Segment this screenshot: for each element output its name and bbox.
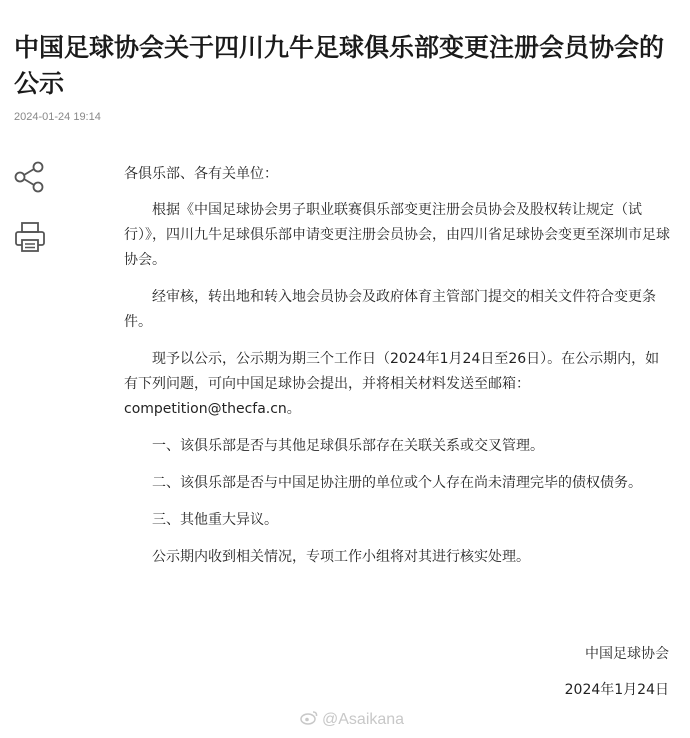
watermark-text: @Asaikana [322, 711, 405, 729]
paragraph-basis: 根据《中国足球协会男子职业联赛俱乐部变更注册会员协会及股权转让规定（试行）》，四川九牛足球俱乐部申请变更注册会员协会，由四川省足球协会变更至深圳市足球协会。 [124, 202, 670, 268]
page-title: 中国足球协会关于四川九牛足球俱乐部变更注册会员协会的公示 [14, 33, 665, 98]
signature-date: 2024年1月24日 [564, 682, 669, 698]
issue-item-2: 二、该俱乐部是否与中国足协注册的单位或个人存在尚未清理完毕的债权债务。 [152, 475, 642, 491]
closing-paragraph: 公示期内收到相关情况，专项工作小组将对其进行核实处理。 [152, 549, 530, 565]
greeting: 各俱乐部、各有关单位： [124, 166, 278, 182]
article-body [124, 162, 672, 582]
issue-item-1: 一、该俱乐部是否与其他足球俱乐部存在关联关系或交叉管理。 [152, 438, 544, 454]
weibo-icon [300, 710, 318, 730]
print-button[interactable] [13, 220, 47, 254]
signature-block [565, 642, 669, 714]
print-icon [13, 220, 47, 254]
paragraph-review: 经审核，转出地和转入地会员协会及政府体育主管部门提交的相关文件符合变更条件。 [124, 289, 656, 330]
share-button[interactable] [13, 160, 47, 194]
watermark [300, 710, 404, 730]
signature-org: 中国足球协会 [585, 646, 669, 662]
email-address: competition@thecfa.cn。 [124, 401, 301, 417]
share-icon [13, 160, 47, 194]
paragraph-notice [124, 347, 672, 397]
publish-date: 2024-01-24 19:14 [14, 111, 101, 123]
notice-text: 现予以公示，公示期为期三个工作日（2024年1月24日至26日）。在公示期内，如有下列问题，可向中国足球协会提出，并将相关材料发送至邮箱： [124, 351, 660, 392]
issue-item-3: 三、其他重大异议。 [152, 512, 278, 528]
